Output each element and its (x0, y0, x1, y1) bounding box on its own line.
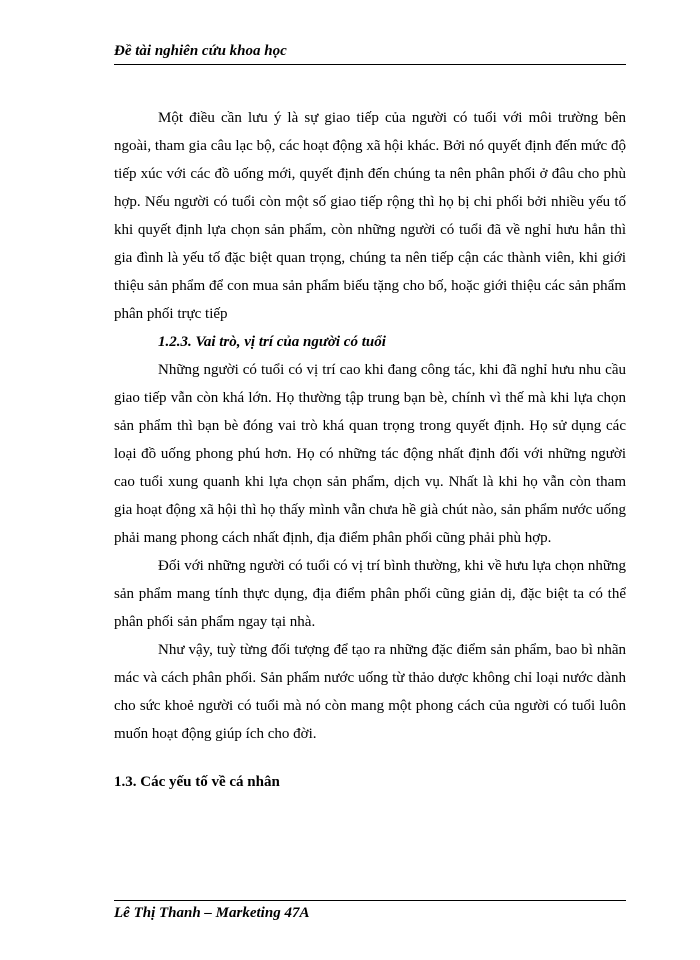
subsection-heading: 1.2.3. Vai trò, vị trí của người có tuổi (158, 334, 386, 350)
paragraph-2: Những người có tuổi có vị trí cao khi đang công tác, khi đã nghỉ hưu nhu cầu giao tiếp vẫn còn khá lớn. Họ thường tập trung bạn bè, chính vì thế mà khi lựa chọn sản phẩm thì bạn bè đóng vai trò khá quan trọng trong quyết định. Họ sử dụng các loại đồ uống phong phú hơn. Họ có những tác động nhất định đối với những người cao tuổi xung quanh khi lựa chọn sản phẩm, dịch vụ. Nhất là khi họ vẫn còn tham gia hoạt động xã hội thì họ thấy mình vẫn chưa hề già chút nào, sản phẩm nước uống phải mang phong cách nhất định, địa điểm phân phối cũng phải phù hợp. (114, 362, 626, 546)
paragraph-4: Như vậy, tuỳ từng đối tượng để tạo ra những đặc điểm sản phẩm, bao bì nhãn mác và cách phân phối. Sản phẩm nước uống từ thảo dược không chỉ loại nước dành cho sức khoẻ người có tuổi mà nó còn mang một phong cách của người có tuổi luôn muốn hoạt động giúp ích cho đời. (114, 642, 626, 742)
paragraph-1: Một điều cần lưu ý là sự giao tiếp của người có tuổi với môi trường bên ngoài, tham gia câu lạc bộ, các hoạt động xã hội khác. Bởi nó quyết định đến mức độ tiếp xúc với các đồ uống mới, quyết định đến chúng ta nên phân phối ở đâu cho phù hợp. Nếu người có tuổi còn một số giao tiếp rộng thì họ bị chi phối bởi nhiều yếu tố khi quyết định lựa chọn sản phẩm, còn những người có tuổi đã về nghỉ hưu hẳn thì gia đình là yếu tố đặc biệt quan trọng, chúng ta nên tiếp cận các thành viên, khi giới thiệu sản phẩm để con mua sản phẩm biếu tặng cho bố, hoặc giới thiệu các sản phẩm phân phối trực tiếp (114, 110, 626, 322)
footer-author: Lê Thị Thanh – Marketing 47A (114, 905, 310, 921)
section-heading: 1.3. Các yếu tố về cá nhân (114, 774, 280, 790)
page-content (114, 104, 626, 796)
paragraph-3: Đối với những người có tuổi có vị trí bình thường, khi về hưu lựa chọn những sản phẩm mang tính thực dụng, địa điểm phân phối cũng giản dị, đặc biệt ta có thể phân phối sản phẩm ngay tại nhà. (114, 558, 626, 630)
page-footer (114, 900, 626, 931)
header-title: Đề tài nghiên cứu khoa học (114, 43, 287, 59)
page-header (114, 40, 626, 65)
